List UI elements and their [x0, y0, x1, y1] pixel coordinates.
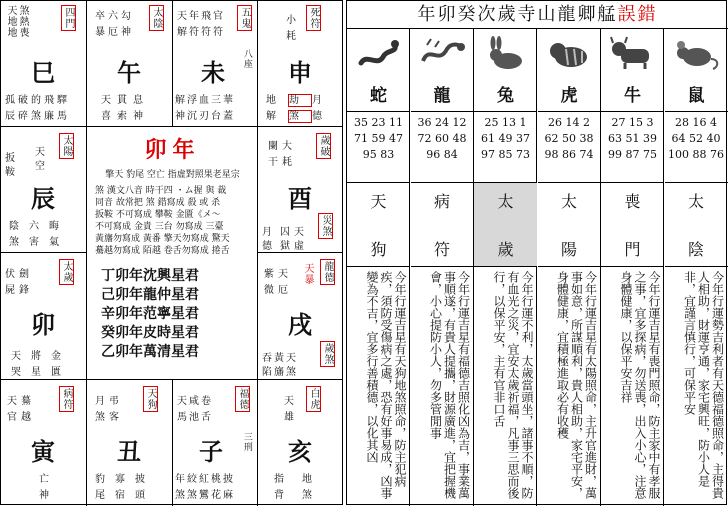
branch-label: 戌 [288, 310, 312, 339]
cell-shen [258, 1, 343, 127]
star-pair-bottom: 符 [433, 240, 450, 259]
star-lord: 癸卯年皮時星君 [101, 325, 199, 341]
side-text: 鞍 [5, 167, 15, 178]
star-pair-bottom: 門 [624, 240, 641, 259]
age-row: 98 86 74 [544, 148, 594, 161]
gods-text: 煞熱喪 [17, 5, 28, 38]
title-text: 年卯癸次歲寺山龍卿艋 [417, 4, 618, 25]
center-title: 卯年 [144, 137, 201, 163]
redbox-star: 災煞 [320, 215, 331, 237]
branch-label: 午 [117, 58, 141, 87]
redbox-star: 五鬼 [239, 7, 250, 29]
top-text: 空 [35, 161, 45, 172]
redbox-star: 病符 [61, 388, 72, 410]
bottom-text: 喜索神 [101, 111, 149, 122]
animal-name: 兔 [497, 86, 514, 106]
age-row: 64 52 40 [671, 132, 721, 145]
branch-label: 辰 [31, 184, 55, 213]
top-text: 馬池舌 [177, 412, 213, 423]
star-pair-bottom: 陰 [687, 240, 704, 259]
top-text: 微厄 [264, 285, 292, 296]
age-row: 28 16 4 [675, 116, 717, 129]
star-pair [601, 183, 664, 267]
age-numbers [347, 111, 410, 183]
bottom-text: 陰六晦 [9, 221, 69, 232]
star-pair [411, 183, 474, 267]
bottom-text: 背煞 [274, 490, 330, 501]
animal-name: 牛 [624, 86, 641, 106]
redtag-text: 天暴 [302, 263, 313, 285]
fortune-text: 今年行運吉星有福德吉照化凶為吉，事業萬事順遂，有貴人提攜，財源廣進，宜把握機會，小心提防小人，勿多管閒事 [428, 271, 471, 499]
animal-name: 鼠 [687, 86, 705, 106]
branch-label: 子 [199, 437, 223, 466]
branch-label: 丑 [117, 437, 141, 466]
tiger-icon [544, 35, 594, 71]
redbox-star: 天狗 [145, 388, 156, 410]
branch-label: 亥 [288, 437, 312, 466]
bottom-text: 解煞德 [266, 111, 334, 122]
bottom-text: 囚天 [280, 227, 308, 238]
star-pair [665, 183, 728, 267]
fortune-text: 今年行運不利，太歲當頭坐，諸事不順，防有血光之災，宜安太歲祈福，凡事三思而後行，以保平安，主有官非口舌 [492, 271, 534, 499]
top-text: 耗 [286, 31, 296, 42]
bottom-text: 辰碎煞廉馬 [5, 111, 70, 122]
fortune-text: 今年行運吉星有天狗地煞照命，防主犯病疾，須防受傷病之處，恐有好事易成，凶事變為不吉，宜多行善積德，以化其凶 [365, 271, 407, 499]
top-text: 紫天 [264, 269, 292, 280]
note-line: 扳鞍 不可寫成 攀鞍 金匱《メ〜 [95, 210, 221, 220]
center-notes [95, 185, 251, 257]
bottom-text: 解浮血三華 [175, 95, 235, 106]
age-row: 97 85 73 [481, 148, 530, 161]
rat-icon [671, 35, 721, 71]
star-lord: 己卯年龍仲星君 [101, 287, 199, 303]
bottom-text: 煞害氣 [9, 237, 69, 248]
cell-wei [173, 1, 258, 127]
bottom-text: 孤破的飛驛 [5, 95, 70, 106]
star-pair-bottom: 狗 [370, 240, 387, 259]
note-line: 驀越勿寫成 陌越 卷舌勿寫成 捲舌 [95, 246, 230, 256]
cell-si [1, 1, 87, 127]
age-numbers [538, 111, 601, 183]
star-lord-list [101, 267, 251, 362]
zodiac-column [347, 29, 410, 506]
redbox-star: 太陽 [61, 135, 72, 157]
top-text: 小 [286, 15, 296, 26]
age-numbers [601, 111, 664, 183]
bottom-text: 煞煞鸞花麻 [175, 490, 235, 501]
bottom-text: 月 [262, 227, 272, 238]
bottom-text: 哭星匱 [11, 367, 71, 378]
top-text: 天年飛官 [177, 11, 225, 22]
top-text: 天咸卷 [177, 396, 213, 407]
title-error-text: 誤錯 [617, 4, 658, 25]
star-lord: 乙卯年萬清星君 [101, 344, 199, 360]
right-zodiac-panel [346, 0, 727, 505]
redbox-star: 歲破 [318, 135, 329, 157]
star-pair-top: 喪 [624, 192, 641, 211]
zodiac-column [665, 29, 728, 506]
cell-wu [87, 1, 173, 127]
top-text: 雄 [284, 412, 294, 423]
left-chart-panel [0, 0, 343, 505]
star-pair-top: 太 [497, 192, 514, 211]
note-line: 不可寫成 金貴 三台 勿寫成 三臺 [95, 222, 224, 232]
zodiac-column [538, 29, 601, 506]
zodiac-column [411, 29, 474, 506]
age-row: 35 23 11 [354, 116, 403, 129]
star-pair-bottom: 陽 [560, 240, 577, 259]
star-pair [347, 183, 410, 267]
panel-title [347, 1, 728, 29]
fortune-text: 今年行運吉星有喪門照命，防主家中有孝服之事，宜多探病，勿送喪，出入小心，注意身體健康，以保平安吉祥 [619, 271, 661, 499]
bottom-text: 獄虛 [280, 241, 308, 252]
star-lord: 辛卯年范寧星君 [101, 306, 199, 322]
star-pair [538, 183, 601, 267]
side-text: 八座 [241, 49, 252, 69]
cell-chou [87, 380, 173, 506]
age-row: 25 13 1 [484, 116, 527, 129]
gods-text: 天地地 [5, 5, 16, 38]
bottom-text: 陷旛煞 [262, 367, 298, 378]
age-numbers [474, 111, 537, 183]
cell-hai [258, 380, 343, 506]
cell-mao [1, 253, 87, 380]
age-row: 26 14 2 [548, 116, 590, 129]
dragon-icon [417, 35, 467, 71]
age-row: 27 15 3 [611, 116, 654, 129]
star-pair-top: 太 [687, 192, 704, 211]
zodiac-column [474, 29, 537, 506]
age-row: 61 49 37 [481, 132, 530, 145]
bottom-text: 吞黃天 [262, 353, 298, 364]
age-row: 99 87 75 [608, 148, 657, 161]
redbox-star: 死符 [308, 7, 319, 29]
bottom-text: 尾宿頭 [95, 490, 155, 501]
bottom-text: 天將金 [11, 351, 71, 362]
age-row: 36 24 12 [417, 116, 467, 129]
branch-label: 卯 [31, 310, 55, 339]
age-numbers [665, 111, 728, 183]
top-text: 天驀 [7, 396, 35, 407]
star-pair [474, 183, 537, 267]
side-text: 扳 [5, 153, 15, 164]
top-text: 屍鋒 [5, 285, 33, 296]
redbox-star: 龍德 [322, 261, 333, 283]
star-pair-top: 太 [560, 192, 577, 211]
branch-label: 寅 [31, 437, 55, 466]
star-pair-bottom: 歲 [497, 240, 514, 259]
cell-xu [258, 253, 343, 380]
cell-you [258, 127, 343, 253]
bottom-text: 地劫月 [266, 95, 334, 106]
redbox-star: 福德 [237, 388, 248, 410]
redbox-star: 太陰 [151, 7, 162, 29]
cell-zi [173, 380, 258, 506]
age-row: 62 50 38 [544, 132, 594, 145]
redbox-star: 白虎 [308, 388, 319, 410]
branch-label: 酉 [288, 184, 312, 213]
bottom-text: 豹寡披 [95, 474, 155, 485]
bottom-text: 神沉刃台蓋 [175, 111, 235, 122]
center-subtitle: 擎天 豹尾 空亡 指虛對照果老星宗 [105, 170, 240, 180]
top-text: 闌大 [268, 141, 296, 152]
bottom-text: 天貫息 [101, 95, 149, 106]
age-row: 63 51 39 [608, 132, 657, 145]
redbox-star: 歲煞 [322, 343, 333, 365]
fortune-text: 今年行運勢吉利者有天德福德照命，主得貴人相助，財運亨通，家宅興旺，防小人是非，宜謹言慎行，可保平安 [682, 271, 725, 499]
top-text: 天 [35, 147, 45, 158]
fortune-text: 今年行運吉星有太陽照命，主升官進財，萬事如意，所謀順利，貴人相助，家宅平安，身體健康，宜積極進取必有收穫 [555, 271, 598, 499]
branch-label: 巳 [31, 58, 55, 87]
age-numbers [411, 111, 474, 183]
top-text: 干耗 [268, 157, 296, 168]
branch-label: 申 [288, 58, 312, 87]
top-text: 卒六勾 [95, 11, 134, 22]
bottom-text: 指地 [274, 474, 330, 485]
bottom-text: 亡 [39, 474, 49, 485]
top-text: 解符符符 [177, 27, 225, 38]
top-text: 月弔 [95, 396, 123, 407]
snake-icon [353, 35, 403, 71]
age-row: 96 84 [426, 148, 458, 161]
bottom-text: 年絞紅桃披 [175, 474, 235, 485]
ox-icon [607, 35, 657, 71]
side-text: 三刑 [241, 432, 252, 452]
age-row: 100 88 76 [668, 148, 724, 161]
bottom-text: 神 [39, 490, 49, 501]
top-text: 官越 [7, 412, 35, 423]
top-text: 暴厄神 [95, 27, 134, 38]
center-panel [87, 127, 258, 380]
animal-name: 虎 [560, 86, 578, 106]
zodiac-column [601, 29, 664, 506]
age-row: 95 83 [362, 148, 395, 161]
rabbit-icon [480, 35, 530, 71]
star-pair-top: 天 [370, 192, 387, 211]
top-text: 伏劍 [5, 269, 33, 280]
redbox-star: 太歲 [61, 261, 72, 283]
note-line: 黃旛勿寫成 黃番 擎天勿寫成 驚天 [95, 234, 230, 244]
branch-label: 未 [201, 58, 225, 87]
animal-name: 龍 [433, 86, 451, 106]
note-line: 煞 漢文八音 時干四 ・ム握 與 裁 [95, 186, 227, 196]
top-text: 天 [284, 396, 294, 407]
cell-yin [1, 380, 87, 506]
cell-chen [1, 127, 87, 253]
bottom-text: 德 [262, 241, 272, 252]
age-row: 72 60 48 [417, 132, 467, 145]
top-text: 煞客 [95, 412, 123, 423]
age-row: 71 59 47 [354, 132, 403, 145]
star-lord: 丁卯年沈興星君 [101, 268, 199, 284]
note-line: 同音 故常把 煞 錯寫成 殺 或 杀 [95, 198, 221, 208]
star-pair-top: 病 [433, 192, 450, 211]
animal-name: 蛇 [370, 86, 387, 106]
redbox-star: 四門 [63, 7, 74, 29]
